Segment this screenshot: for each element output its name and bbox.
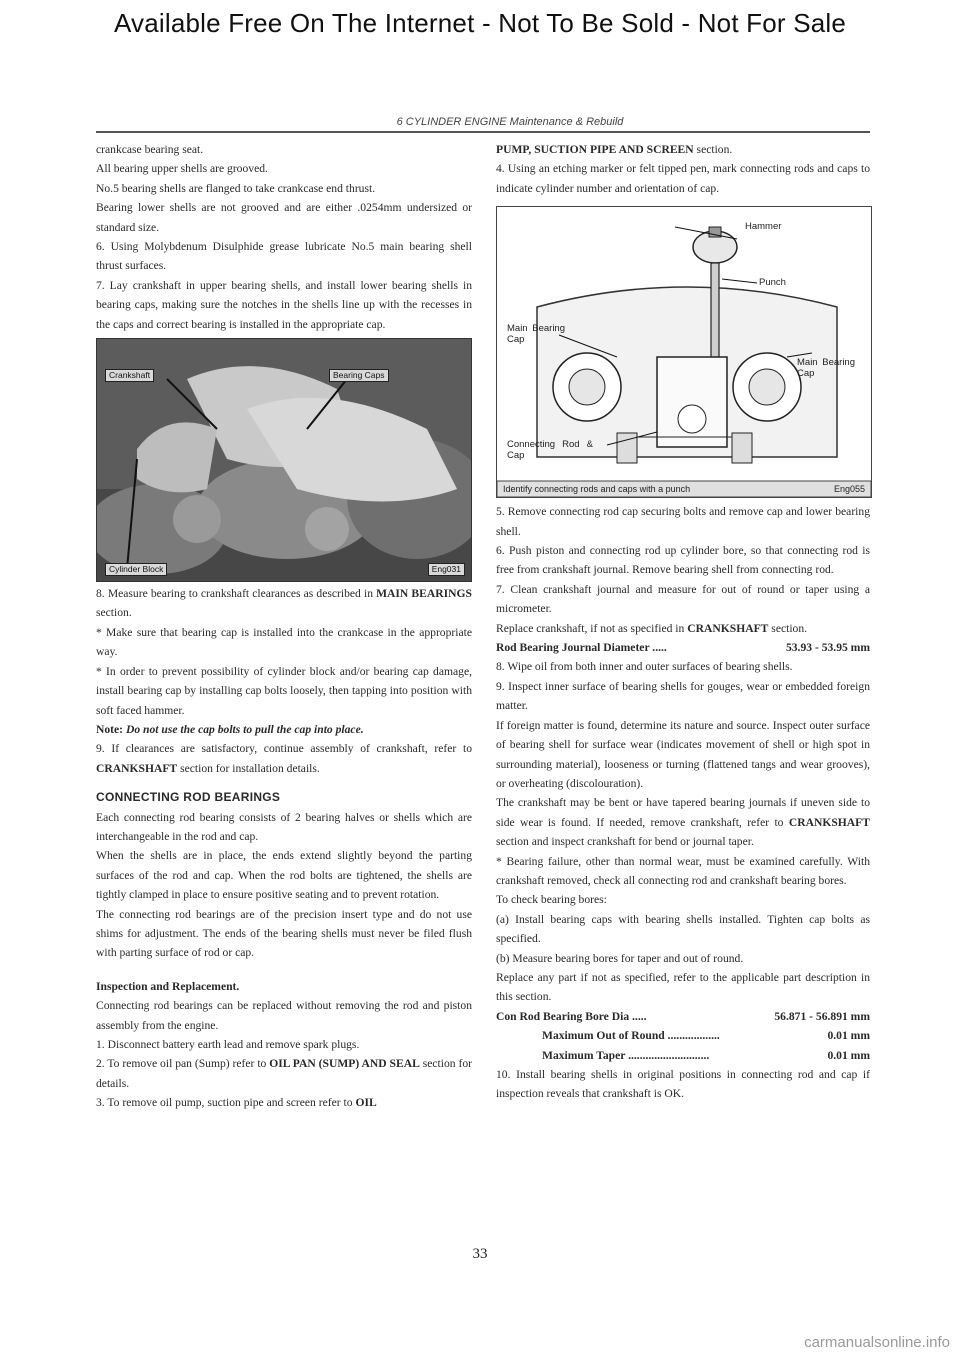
paragraph: 9. If clearances are satisfactory, continue assembly of crankshaft, refer to CRANKSHAFT section for installation details. [96, 742, 472, 775]
spec-value: 0.01 mm [827, 1029, 870, 1043]
spec-value: 56.871 - 56.891 mm [774, 1009, 870, 1023]
paragraph: 4. Using an etching marker or felt tipped pen, mark connecting rods and caps to indicate cylinder number and orientation of cap. [496, 162, 870, 195]
paragraph: 6. Using Molybdenum Disulphide grease lubricate No.5 main bearing shell thrust surfaces. [96, 240, 472, 273]
paragraph: (a) Install bearing caps with bearing shells installed. Tighten cap bolts as specified. [496, 912, 870, 946]
paragraph: Replace any part if not as specified, refer to the applicable part description in this section. [496, 970, 870, 1004]
connecting-rod-diagram [496, 206, 872, 498]
paragraph: Each connecting rod bearing consists of 2 bearing halves or shells which are interchangeable in the rod and cap. [96, 810, 472, 843]
diagram-label-connecting-rod: Connecting Rod & Cap [507, 439, 593, 462]
photo-label-bearing-caps: Bearing Caps [329, 369, 389, 382]
paragraph: Bearing lower shells are not grooved and are either .0254mm undersized or standard size. [96, 201, 472, 234]
paragraph: crankcase bearing seat. [96, 143, 204, 156]
diagram-label-punch: Punch [759, 277, 786, 289]
spec-row [496, 638, 870, 657]
section-heading: CONNECTING ROD BEARINGS [96, 790, 281, 805]
note: Note: Do not use the cap bolts to pull the cap into place. [96, 722, 364, 736]
crankshaft-photo [96, 338, 472, 582]
right-column [496, 140, 870, 1104]
paragraph: The connecting rod bearings are of the precision insert type and do not use shims for adjustment. The ends of the bearing shells must never be filed flush with parting surface of rod or cap. [96, 907, 472, 960]
section-ref: OIL PAN (SUMP) AND SEAL [269, 1057, 420, 1071]
spec-label: Con Rod Bearing Bore Dia ..... [496, 1009, 647, 1023]
paragraph: 9. Inspect inner surface of bearing shells for gouges, wear or embedded foreign matter. [496, 679, 870, 713]
header-rule [96, 131, 870, 133]
paragraph: When the shells are in place, the ends extend slightly beyond the parting surfaces of the rod and cap. When the rod bolts are tightened, the shells are tightly clamped in place to ensure positive seating and to prevent rotation. [96, 849, 472, 902]
section-ref: CRANKSHAFT [96, 761, 178, 775]
spec-row [496, 1007, 870, 1026]
paragraph: 10. Install bearing shells in original positions in connecting rod and cap if inspection reveals that crankshaft is OK. [496, 1068, 870, 1101]
spec-value: 0.01 mm [827, 1048, 870, 1062]
step-number: 8. [96, 587, 105, 601]
paragraph: 5. Remove connecting rod cap securing bolts and remove cap and lower bearing shell. [496, 505, 870, 538]
diagram-code: Eng055 [833, 484, 865, 495]
section-ref: MAIN BEARINGS [376, 587, 472, 601]
paragraph: PUMP, SUCTION PIPE AND SCREEN section. [496, 143, 733, 156]
spec-value: 53.93 - 53.95 mm [785, 641, 870, 655]
diagram-label-hammer: Hammer [745, 221, 782, 233]
paragraph: The crankshaft may be bent or have tapered bearing journals if uneven side to side wear is found. If needed, remove crankshaft, refer to CRANKSHAFT section and inspect crankshaft for bend or journal taper. [496, 796, 870, 849]
spec-label: Maximum Out of Round .................. [542, 1029, 720, 1043]
spec-row [496, 1046, 870, 1065]
page-number: 33 [472, 1246, 488, 1262]
paragraph: 7. Lay crankshaft in upper bearing shells, and install lower bearing shells in bearing caps, making sure the notches in the shells line up with the recesses in the caps and correct bearing is installed in the appropriate cap. [96, 278, 472, 331]
left-column [96, 140, 472, 1113]
paragraph: 8. Wipe oil from both inner and outer surfaces of bearing shells. [496, 660, 793, 674]
paragraph: Replace crankshaft, if not as specified in CRANKSHAFT section. [496, 621, 808, 635]
paragraph: 2. To remove oil pan (Sump) refer to OIL PAN (SUMP) AND SEAL section for details. [96, 1057, 472, 1090]
spec-row [496, 1026, 870, 1045]
section-ref: PUMP, SUCTION PIPE AND SCREEN [496, 143, 694, 156]
diagram-label-main-bearing-cap-left: Main Bearing Cap [507, 323, 565, 346]
diagram-caption: Identify connecting rods and caps with a punch [503, 484, 691, 495]
paragraph: 1. Disconnect battery earth lead and remove spark plugs. [96, 1038, 360, 1051]
paragraph: 6. Push piston and connecting rod up cylinder bore, so that connecting rod is free from crankshaft journal. Remove bearing shell from connecting rod. [496, 544, 870, 577]
section-ref: CRANKSHAFT [687, 621, 769, 635]
photo-code: Eng031 [428, 563, 465, 576]
watermark: carmanualsonline.info [804, 1334, 950, 1351]
paragraph: 3. To remove oil pump, suction pipe and screen refer to OIL [96, 1096, 377, 1110]
paragraph: (b) Measure bearing bores for taper and out of round. [496, 951, 744, 965]
paragraph: * In order to prevent possibility of cylinder block and/or bearing cap damage, install bearing cap by installing cap bolts loosely, then tapping into position with soft faced hammer. [96, 664, 472, 717]
paragraph: * Make sure that bearing cap is installed into the crankcase in the appropriate way. [96, 625, 472, 659]
paragraph: To check bearing bores: [496, 893, 607, 907]
photo-label-crankshaft: Crankshaft [105, 369, 154, 382]
paragraph: 7. Clean crankshaft journal and measure for out of round or taper using a micrometer. [496, 582, 870, 616]
paragraph: All bearing upper shells are grooved. [96, 162, 268, 176]
paragraph: * Bearing failure, other than normal wear, must be examined carefully. With crankshaft removed, check all connecting rod and crankshaft bearing bores. [496, 854, 870, 887]
paragraph: Connecting rod bearings can be replaced without removing the rod and piston assembly from the engine. [96, 999, 472, 1032]
photo-label-cylinder-block: Cylinder Block [105, 563, 167, 576]
spec-label: Maximum Taper ............................ [542, 1048, 710, 1062]
paragraph: If foreign matter is found, determine its nature and source. Inspect outer surface of bearing shell for surface wear (indicates movement of shell or high spot in surrounding material), looseness or turning (flattened tangs and wear grooves), or overheating (discolouration). [496, 718, 870, 790]
section-ref: OIL [355, 1096, 377, 1110]
header-banner: Available Free On The Internet - Not To Be Sold - Not For Sale [113, 8, 847, 38]
spec-label: Rod Bearing Journal Diameter ..... [496, 641, 667, 655]
running-head: 6 CYLINDER ENGINE Maintenance & Rebuild [396, 116, 624, 128]
diagram-label-main-bearing-cap-right: Main Bearing Cap [797, 357, 855, 380]
subsection-heading: Inspection and Replacement. [96, 979, 240, 993]
paragraph: 8. Measure bearing to crankshaft clearances as described in MAIN BEARINGS section. [96, 587, 472, 620]
section-ref: CRANKSHAFT [788, 815, 870, 829]
paragraph: No.5 bearing shells are flanged to take crankcase end thrust. [96, 181, 376, 195]
